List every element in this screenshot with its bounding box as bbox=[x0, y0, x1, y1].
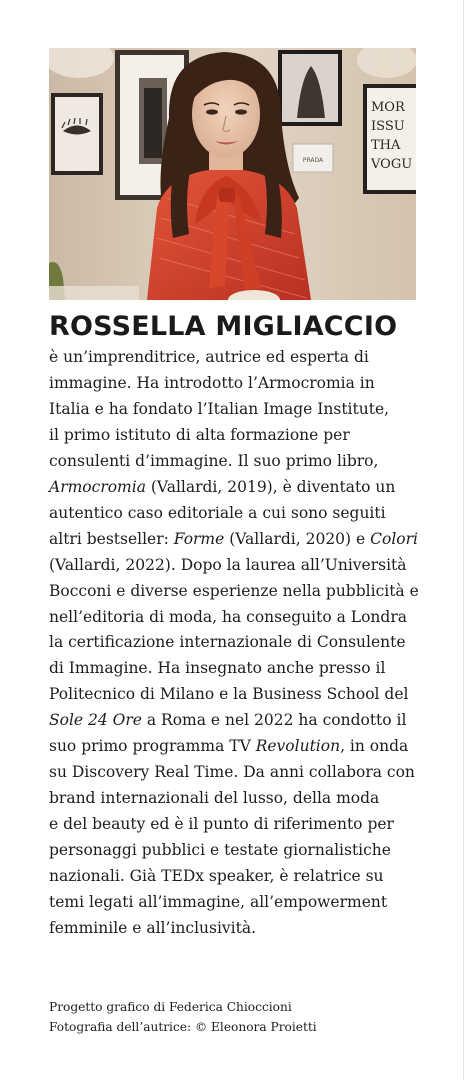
bio-text: su Discovery Real Time. Da anni collabora con bbox=[49, 763, 415, 782]
bio-line bbox=[49, 708, 449, 734]
author-biography bbox=[49, 345, 449, 942]
bio-text: temi legati all’immagine, all’empowerment bbox=[49, 893, 388, 912]
bio-line bbox=[49, 916, 449, 942]
bio-text: la certificazione internazionale di Consulente bbox=[49, 633, 406, 652]
bio-text: Italia e ha fondato l’Italian Image Institute, bbox=[49, 399, 390, 418]
bio-line bbox=[49, 630, 449, 656]
bio-line bbox=[49, 345, 449, 371]
bio-text: a Roma e nel 2022 ha condotto il bbox=[141, 711, 407, 730]
bio-text: (Vallardi, 2020) e bbox=[224, 529, 371, 548]
bio-text: e del beauty ed è il punto di riferimento per bbox=[49, 815, 394, 834]
bio-text: , in onda bbox=[340, 737, 409, 756]
bio-text: nazionali. Già TEDx speaker, è relatrice su bbox=[49, 867, 384, 886]
bio-text: brand internazionali del lusso, della moda bbox=[49, 789, 380, 808]
poster-line-3: THA bbox=[371, 138, 401, 153]
bio-line bbox=[49, 423, 449, 449]
bio-line bbox=[49, 449, 449, 475]
bio-text: consulenti d’immagine. Il suo primo libro, bbox=[49, 451, 379, 470]
bio-text: è un’imprenditrice, autrice ed esperta di bbox=[49, 348, 369, 366]
bio-line bbox=[49, 501, 449, 527]
bio-text: nell’editoria di moda, ha conseguito a Londra bbox=[49, 607, 407, 626]
credits-block bbox=[49, 997, 449, 1037]
bio-line bbox=[49, 397, 449, 423]
bio-text: personaggi pubblici e testate giornalistiche bbox=[49, 841, 391, 860]
bio-line bbox=[49, 838, 449, 864]
bio-text: (Vallardi, 2022). Dopo la laurea all’Università bbox=[49, 555, 407, 574]
bio-italic-title: Colori bbox=[370, 529, 418, 548]
bio-line bbox=[49, 890, 449, 916]
bio-line bbox=[49, 371, 449, 397]
bio-text: femminile e all’inclusività. bbox=[49, 918, 257, 937]
bio-text: altri bestseller: bbox=[49, 529, 174, 548]
bio-line bbox=[49, 734, 449, 760]
photo-credit: Fotografia dell’autrice: © Eleonora Proietti bbox=[49, 1020, 317, 1034]
bio-italic-title: Sole 24 Ore bbox=[49, 711, 142, 730]
bio-italic-title: Forme bbox=[173, 529, 225, 548]
bio-line bbox=[49, 864, 449, 890]
page-edge-rule bbox=[463, 0, 464, 1080]
bio-text: immagine. Ha introdotto l’Armocromia in bbox=[49, 373, 375, 392]
bio-italic-title: Revolution bbox=[255, 737, 341, 756]
bio-text: suo primo programma TV bbox=[49, 737, 256, 756]
bio-line bbox=[49, 475, 449, 501]
bio-text: autentico caso editoriale a cui sono seguiti bbox=[49, 503, 386, 522]
bio-line bbox=[49, 786, 449, 812]
author-photo bbox=[49, 48, 416, 300]
bio-line bbox=[49, 605, 449, 631]
bio-line bbox=[49, 760, 449, 786]
design-credit: Progetto grafico di Federica Chioccioni bbox=[49, 1000, 292, 1014]
bio-text: di Immagine. Ha insegnato anche presso il bbox=[49, 659, 386, 678]
bio-line bbox=[49, 579, 449, 605]
photo-sign-text: PRADA bbox=[302, 157, 324, 164]
poster-line-4: VOGU bbox=[371, 157, 413, 172]
bio-text: il primo istituto di alta formazione per bbox=[49, 425, 350, 444]
author-name-heading: ROSSELLA MIGLIACCIO bbox=[49, 311, 398, 342]
bio-text: (Vallardi, 2019), è diventato un bbox=[145, 477, 396, 496]
bio-text: Bocconi e diverse esperienze nella pubblicità e bbox=[49, 581, 419, 600]
poster-line-1: MOR bbox=[371, 100, 405, 115]
bio-text: Politecnico di Milano e la Business School del bbox=[49, 685, 409, 704]
bio-line bbox=[49, 553, 449, 579]
bio-italic-title: Armocromia bbox=[49, 477, 146, 496]
bio-line bbox=[49, 682, 449, 708]
bio-line bbox=[49, 656, 449, 682]
bio-line bbox=[49, 527, 449, 553]
poster-line-2: ISSU bbox=[371, 119, 405, 134]
bio-line bbox=[49, 812, 449, 838]
